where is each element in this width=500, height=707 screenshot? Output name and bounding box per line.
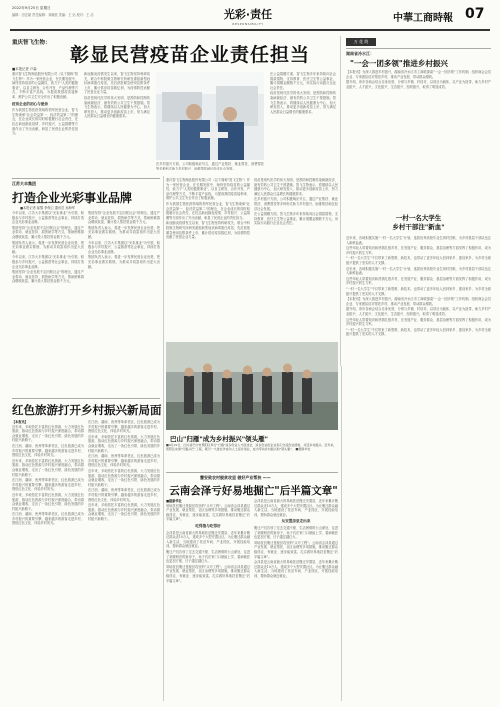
lead-paragraph: 疫苗是现代医学的伟大发明，是预防和控制传染病最经济、最有效的公共卫生干预措施。智飞生物表示，将继续以人民健康为中心，加大研发投入，推动更多创新疫苗上市，努力满足人民群众日益增长的健康需求。	[254, 178, 338, 196]
left-bottom-col-2	[88, 420, 160, 700]
left-bottom-paragraph: 近年来，多地依托丰富的红色资源，大力发展红色旅游，推动红色资源与乡村振兴深度融合，带动群众就业增收，走出了一条红色引领、绿色发展的乡村振兴新路子。	[88, 434, 160, 453]
left-mid-paragraph: 集团坚持"企业发展不忘回报社会"的理念，通过产业带动、就业扶持、捐资助学等方式，帮助困难群众增收致富，累计投入帮扶资金数千万元。	[12, 225, 84, 239]
left-mid-col-2	[88, 211, 160, 393]
column-divider	[340, 36, 341, 366]
lead-byline: ■本报记者 卢森	[12, 67, 37, 71]
column-name-badge	[346, 38, 376, 46]
lead-paragraph: 作为我国生物医药领域的领军民营企业，智飞生物秉承"社会效益第一、经济效益第二"的理念，在企业成长的同时积极履行社会责任，在抗击新冠肺炎疫情、乡村振兴、公益捐赠等方面作出了突出贡献，彰显了民营企业的责任担当。	[12, 108, 78, 136]
lead-col-1	[12, 72, 78, 167]
section-title-cn: 光彩·责任	[223, 8, 273, 21]
paper-name: 中華工商時報	[393, 13, 453, 24]
left-mid-paragraph: 今年以来，江苏大丰集团以"光彩事业"为引领，积极参与乡村振兴、公益慈善等社会事业，持续打造企业光彩事业品牌。	[12, 211, 84, 225]
lead-paragraph: 在公益捐赠方面，智飞生物多年来持续向社会捐款捐物，支持教育、医疗卫生等公益事业，累计捐赠金额数千万元，用实际行动践行企业社会责任。	[270, 72, 336, 90]
lead-kicker: 重庆智飞生物：	[12, 40, 51, 46]
left-bottom-paragraph: 在江西、湖南、贵州等革命老区，红色旅游已成为乡村振兴的重要引擎，越来越多的游客走进乡村，感悟红色文化、体验乡村风光。	[88, 420, 160, 434]
column-name: 万 花 筒	[353, 39, 369, 44]
left-bottom-paragraph: 近年来，多地依托丰富的红色资源，大力发展红色旅游，推动红色资源与乡村振兴深度融合，带动群众就业增收，走出了一条红色引领、绿色发展的乡村振兴新路子。	[88, 468, 160, 487]
right-column	[346, 36, 491, 706]
photo-story-caption	[166, 443, 338, 469]
right-rule	[346, 48, 491, 49]
left-bottom-col-1	[12, 420, 84, 700]
left-bottom-paragraph: 近年来，多地依托丰富的红色资源，大力发展红色旅游，推动红色资源与乡村振兴深度融合，带动群众就业增收，走出了一条红色引领、绿色发展的乡村振兴新路子。	[88, 503, 160, 521]
lead-paragraph: 新冠肺炎疫情发生以来，智飞生物坚持科研攻关，联合中科院微生物研究所研发重组新型冠状病毒蛋白疫苗，先后获批紧急使用及附条件上市，累计供应疫苗数亿剂，为疫情防控贡献了民营企业力量。	[84, 72, 150, 95]
right-kicker: 湖南省冷水江：	[346, 51, 374, 56]
left-bottom-paragraph: 在江西、湖南、贵州等革命老区，红色旅游已成为乡村振兴的重要引擎，越来越多的游客走进乡村，感悟红色文化、体验乡村风光。	[12, 478, 84, 492]
left-mid-paragraph: 今年以来，江苏大丰集团以"光彩事业"为引领，积极参与乡村振兴、公益慈善等社会事业，持续打造企业光彩事业品牌。	[12, 255, 84, 269]
left-bottom-headline: 红色旅游打开乡村振兴新局面	[12, 403, 162, 417]
lead-subhead: 疫苗企业的初心与使命	[12, 101, 48, 106]
right-sub-paragraph: 【本报讯】为深入推进乡村振兴，湖南省冷水江市工商联探索"一会一团多领"工作机制，组织商会会员企业、专家团队结对帮扶乡村，推动产业发展、带动群众增收。	[346, 297, 491, 306]
lead-paragraph: 重庆智飞生物制品股份有限公司（以下简称"智飞生物"）作为一家民营企业，在长期发展中，始终坚持疫苗的公益属性，致力于"人类的健康事业"，以自主研发、合作开发、产品代理等方式，不断丰富产品线，为提高我国疫苗接种率、维护公共卫生安全作出了积极贡献。	[12, 72, 78, 99]
left-mid-paragraph: 集团负责人表示，将进一步发挥民营企业优势，把光彩事业做实做细，为推动共同富裕作出更大贡献。	[88, 225, 160, 239]
yunnan-paragraph: 搬迁户们告别了过去交通不便、生活困难的大山深处，住进了宽敞明亮的新房子，孩子们在家门口就能上学，看病就医也更加方便，日子越过越红火。	[254, 525, 338, 540]
lead-paragraph: 疫苗是现代医学的伟大发明，是预防和控制传染病最经济、最有效的公共卫生干预措施。智飞生物表示，将继续以人民健康为中心，加大研发投入，推动更多创新疫苗上市，努力满足人民群众日益增长的健康需求。	[270, 91, 336, 114]
right-body	[346, 70, 491, 210]
yunnan-kicker: 慧安致农村脱贫攻坚 做好产业帮扶 ——	[200, 475, 271, 480]
lead-col-4	[270, 72, 336, 170]
lead-paragraph: 在乡村振兴方面，公司积极响应号召，通过产业帮扶、就业帮扶、消费帮扶等多种形式助力乡村振兴，助推帮扶地区经济社会发展。	[254, 197, 338, 211]
left-mid-kicker: 江苏大丰集团	[12, 181, 36, 186]
yunnan-paragraph: 易地扶贫搬迁是脱贫攻坚的"头号工程"。云南省会泽县通过产业发展、就业帮扶、社区治理等多项措施，推动搬迁群众稳得住、有就业、逐步能致富，扎实做好易地扶贫搬迁"后半篇文章"。	[166, 564, 250, 583]
right-sub-body	[346, 236, 491, 701]
right-sub-paragraph: 这些年轻人带着知识和热情扎根乡村，在发展产业、服务群众、基层治理等方面发挥了积极作用，成为乡村振兴的生力军。	[346, 317, 491, 327]
photo-caption-credit: ■据新华社	[295, 447, 311, 452]
editor-line: 编辑：田宏斌 责任编辑：刘晓波 美编：王 运 校对：王 洁	[12, 13, 94, 17]
lead-photo	[156, 72, 264, 160]
group-photo-image	[166, 342, 338, 430]
right-headline: "一会一团多领"推进乡村振兴	[350, 59, 448, 68]
left-bottom-byline: 【本报讯】	[12, 420, 28, 424]
left-mid-paragraph: 集团坚持"企业发展不忘回报社会"的理念，通过产业带动、就业扶持、捐资助学等方式，帮助困难群众增收致富，累计投入帮扶资金数千万元。	[88, 211, 160, 225]
left-mid-headline: 打造企业光彩事业品牌	[12, 191, 133, 205]
left-mid-paragraph: 集团坚持"企业发展不忘回报社会"的理念，通过产业带动、就业扶持、捐资助学等方式，帮助困难群众增收致富，累计投入帮扶资金数千万元。	[12, 270, 84, 284]
left-mid-byline: ■本报记者 郝黎 李保卫 通讯员 孙海军	[20, 206, 75, 210]
column-divider	[163, 176, 164, 701]
left-mid-paragraph: 集团负责人表示，将进一步发挥民营企业优势，把光彩事业做实做细，为推动共同富裕作出更大贡献。	[12, 240, 84, 254]
masthead	[0, 0, 500, 36]
right-sub-paragraph: 近年来，各地积极实施"一村一名大学生"计划，选拔优秀高校毕业生到村任职，为乡村基层干部队伍注入新鲜血液。	[346, 266, 491, 276]
left-bottom-paragraph: 在江西、湖南、贵州等革命老区，红色旅游已成为乡村振兴的重要引擎，越来越多的游客走进乡村，感悟红色文化、体验乡村风光。	[12, 512, 84, 526]
right-sub-paragraph: 近年来，各地积极实施"一村一名大学生"计划，选拔优秀高校毕业生到村任职，为乡村基层干部队伍注入新鲜血液。	[346, 236, 491, 245]
right-paragraph: 【本报讯】为深入推进乡村振兴，湖南省冷水江市工商联探索"一会一团多领"工作机制，组织商会会员企业、专家团队结对帮扶乡村，推动产业发展、带动群众增收。	[346, 70, 491, 79]
lead-paragraph: 新冠肺炎疫情发生以来，智飞生物坚持科研攻关，联合中科院微生物研究所研发重组新型冠状病毒蛋白疫苗，先后获批紧急使用及附条件上市，累计供应疫苗数亿剂，为疫情防控贡献了民营企业力量。	[166, 221, 250, 240]
left-mid-rule	[12, 178, 160, 179]
left-bottom-paragraph: 近年来，多地依托丰富的红色资源，大力发展红色旅游，推动红色资源与乡村振兴深度融合，带动群众就业增收，走出了一条红色引领、绿色发展的乡村振兴新路子。	[12, 424, 84, 443]
lead-continuation-1	[166, 178, 250, 338]
lead-paragraph: 重庆智飞生物制品股份有限公司（以下简称"智飞生物"）作为一家民营企业，在长期发展中，始终坚持疫苗的公益属性，致力于"人类的健康事业"，以自主研发、合作开发、产品代理等方式，不断丰富产品线，为提高我国疫苗接种率、维护公共卫生安全作出了积极贡献。	[166, 178, 250, 201]
yunnan-paragraph: 搬迁户们告别了过去交通不便、生活困难的大山深处，住进了宽敞明亮的新房子，孩子们在家门口就能上学，看病就医也更加方便，日子越过越红火。	[166, 549, 250, 564]
right-paragraph: 据介绍，该市各商会结合自身优势，分别与乡镇、村结对，以项目为载体，以产业为纽带，助力乡村产业振兴、人才振兴、文化振兴、生态振兴、组织振兴，取得了明显成效。	[346, 80, 491, 89]
yunnan-paragraph: 会泽县是云南省最大的易地扶贫搬迁安置县，近年来累计搬迁群众近10万人，建成多个大型安置社区。为让搬迁群众融入新生活，当地建设了扶贫车间、产业园区，开展技能培训，帮助群众就近就业。	[166, 530, 250, 549]
lead-paragraph: 作为我国生物医药领域的领军民营企业，智飞生物秉承"社会效益第一、经济效益第二"的理念，在企业成长的同时积极履行社会责任，在抗击新冠肺炎疫情、乡村振兴、公益捐赠等方面作出了突出贡献，彰显了民营企业的责任担当。	[166, 201, 250, 220]
section-title-en: RESPONSIBILITY	[232, 22, 264, 26]
left-mid-paragraph: 今年以来，江苏大丰集团以"光彩事业"为引领，积极参与乡村振兴、公益慈善等社会事业，持续打造企业光彩事业品牌。	[88, 240, 160, 254]
lead-continuation-2	[254, 178, 338, 338]
yunnan-paragraph: 会泽县是云南省最大的易地扶贫搬迁安置县，近年来累计搬迁群众近10万人，建成多个大型安置社区。为让搬迁群众融入新生活，当地建设了扶贫车间、产业园区，开展技能培训，帮助群众就近就业。	[254, 560, 338, 578]
photo-caption-text: ■9月22日，四川省巴中市恩阳区举行"归雁"返乡创业人才座谈会，返乡创业的企业家们交流创业经验，共话乡村振兴。近年来，恩阳区实施"归雁兴巴"工程，吸引一大批在外成功人士返乡创业，成为带动乡村振兴的"领头雁"。	[166, 443, 337, 452]
masthead-rule	[10, 29, 490, 31]
yunnan-headline: 云南会泽亏好易地掘亡"后半篇文章"	[169, 485, 338, 497]
left-bottom-paragraph: 在江西、湖南、贵州等革命老区，红色旅游已成为乡村振兴的重要引擎，越来越多的游客走进乡村，感悟红色文化、体验乡村风光。	[88, 454, 160, 468]
page-number: 07	[465, 6, 485, 22]
yunnan-col-2	[254, 499, 338, 699]
left-bottom-paragraph: 在江西、湖南、贵州等革命老区，红色旅游已成为乡村振兴的重要引擎，越来越多的游客走进乡村，感悟红色文化、体验乡村风光。	[88, 488, 160, 502]
yunnan-subhead-2: 从安置房里走出来	[281, 519, 311, 524]
section-title	[188, 6, 308, 26]
yunnan-paragraph: 易地扶贫搬迁是脱贫攻坚的"头号工程"。云南省会泽县通过产业发展、就业帮扶、社区治理等多项措施，推动搬迁群众稳得住、有就业、逐步能致富，扎实做好易地扶贫搬迁"后半篇文章"。	[254, 540, 338, 559]
right-subhead-box	[366, 214, 471, 232]
right-sub-paragraph: 据介绍，该市各商会结合自身优势，分别与乡镇、村结对，以项目为载体，以产业为纽带，助力乡村产业振兴、人才振兴、文化振兴、生态振兴、组织振兴，取得了明显成效。	[346, 307, 491, 316]
yunnan-paragraph: 会泽县是云南省最大的易地扶贫搬迁安置县，近年来累计搬迁群众近10万人，建成多个大型安置社区。为让搬迁群众融入新生活，当地建设了扶贫车间、产业园区，开展技能培训，帮助群众就近就业。	[254, 499, 338, 517]
photo-story-image	[166, 342, 338, 430]
column-divider	[341, 366, 342, 701]
yunnan-col-1	[166, 499, 250, 699]
left-bottom-rule	[12, 398, 160, 399]
lab-photo-image	[156, 72, 264, 160]
left-mid-paragraph: 集团负责人表示，将进一步发挥民营企业优势，把光彩事业做实做细，为推动共同富裕作出更大贡献。	[88, 255, 160, 269]
lead-col-3	[156, 162, 264, 170]
left-bottom-paragraph: 近年来，多地依托丰富的红色资源，大力发展红色旅游，推动红色资源与乡村振兴深度融合，带动群众就业增收，走出了一条红色引领、绿色发展的乡村振兴新路子。	[12, 492, 84, 511]
date-line: 2022年9月25日 星期日	[12, 6, 51, 10]
yunnan-rule	[166, 472, 338, 473]
left-bottom-paragraph: 在江西、湖南、贵州等革命老区，红色旅游已成为乡村振兴的重要引擎，越来越多的游客走进乡村，感悟红色文化、体验乡村风光。	[12, 443, 84, 458]
lead-col-2	[84, 72, 150, 167]
yunnan-subhead: 吃得饱与吃得好	[195, 523, 221, 528]
yunnan-paragraph: 易地扶贫搬迁是脱贫攻坚的"头号工程"。云南省会泽县通过产业发展、就业帮扶、社区治理等多项措施，推动搬迁群众稳得住、有就业、逐步能致富，扎实做好易地扶贫搬迁"后半篇文章"。	[166, 503, 250, 522]
right-sub-paragraph: 这些年轻人带着知识和热情扎根乡村，在发展产业、服务群众、基层治理等方面发挥了积极作用，成为乡村振兴的生力军。	[346, 246, 491, 255]
left-mid-col-1	[12, 211, 84, 393]
right-subheadline: 一村一名大学生 乡村干部注"新血"	[392, 214, 445, 231]
lead-headline: 彰显民营疫苗企业责任担当	[70, 44, 311, 66]
left-bottom-paragraph: 近年来，多地依托丰富的红色资源，大力发展红色旅游，推动红色资源与乡村振兴深度融合，带动群众就业增收，走出了一条红色引领、绿色发展的乡村振兴新路子。	[12, 458, 84, 477]
lead-paragraph: 在公益捐赠方面，智飞生物多年来持续向社会捐款捐物，支持教育、医疗卫生等公益事业，累计捐赠金额数千万元，用实际行动践行企业社会责任。	[254, 212, 338, 226]
lead-paragraph: 疫苗是现代医学的伟大发明，是预防和控制传染病最经济、最有效的公共卫生干预措施。智飞生物表示，将继续以人民健康为中心，加大研发投入，推动更多创新疫苗上市，努力满足人民群众日益增长的健康需求。	[84, 95, 150, 119]
yunnan-byline: ■据新华社	[166, 499, 182, 503]
lead-paragraph: 在乡村振兴方面，公司积极响应号召，通过产业帮扶、就业帮扶、消费帮扶等多种形式助力乡村振兴，助推帮扶地区经济社会发展。	[156, 162, 264, 170]
right-sub-paragraph: "一村一名大学生"不仅带来了新思维、新技术，也带动了更多年轻人回到家乡、建设家乡，为乡村全面振兴提供了坚实的人才支撑。	[346, 256, 491, 265]
photo-story-title: 巴山"归雁"成为乡村振兴"领头雁"	[170, 435, 269, 443]
right-sub-paragraph: 这些年轻人带着知识和热情扎根乡村，在发展产业、服务群众、基层治理等方面发挥了积极作用，成为乡村振兴的生力军。	[346, 276, 491, 286]
right-sub-paragraph: "一村一名大学生"不仅带来了新思维、新技术，也带动了更多年轻人回到家乡、建设家乡，为乡村全面振兴提供了坚实的人才支撑。	[346, 327, 491, 337]
right-sub-paragraph: "一村一名大学生"不仅带来了新思维、新技术，也带动了更多年轻人回到家乡、建设家乡，为乡村全面振兴提供了坚实的人才支撑。	[346, 286, 491, 296]
